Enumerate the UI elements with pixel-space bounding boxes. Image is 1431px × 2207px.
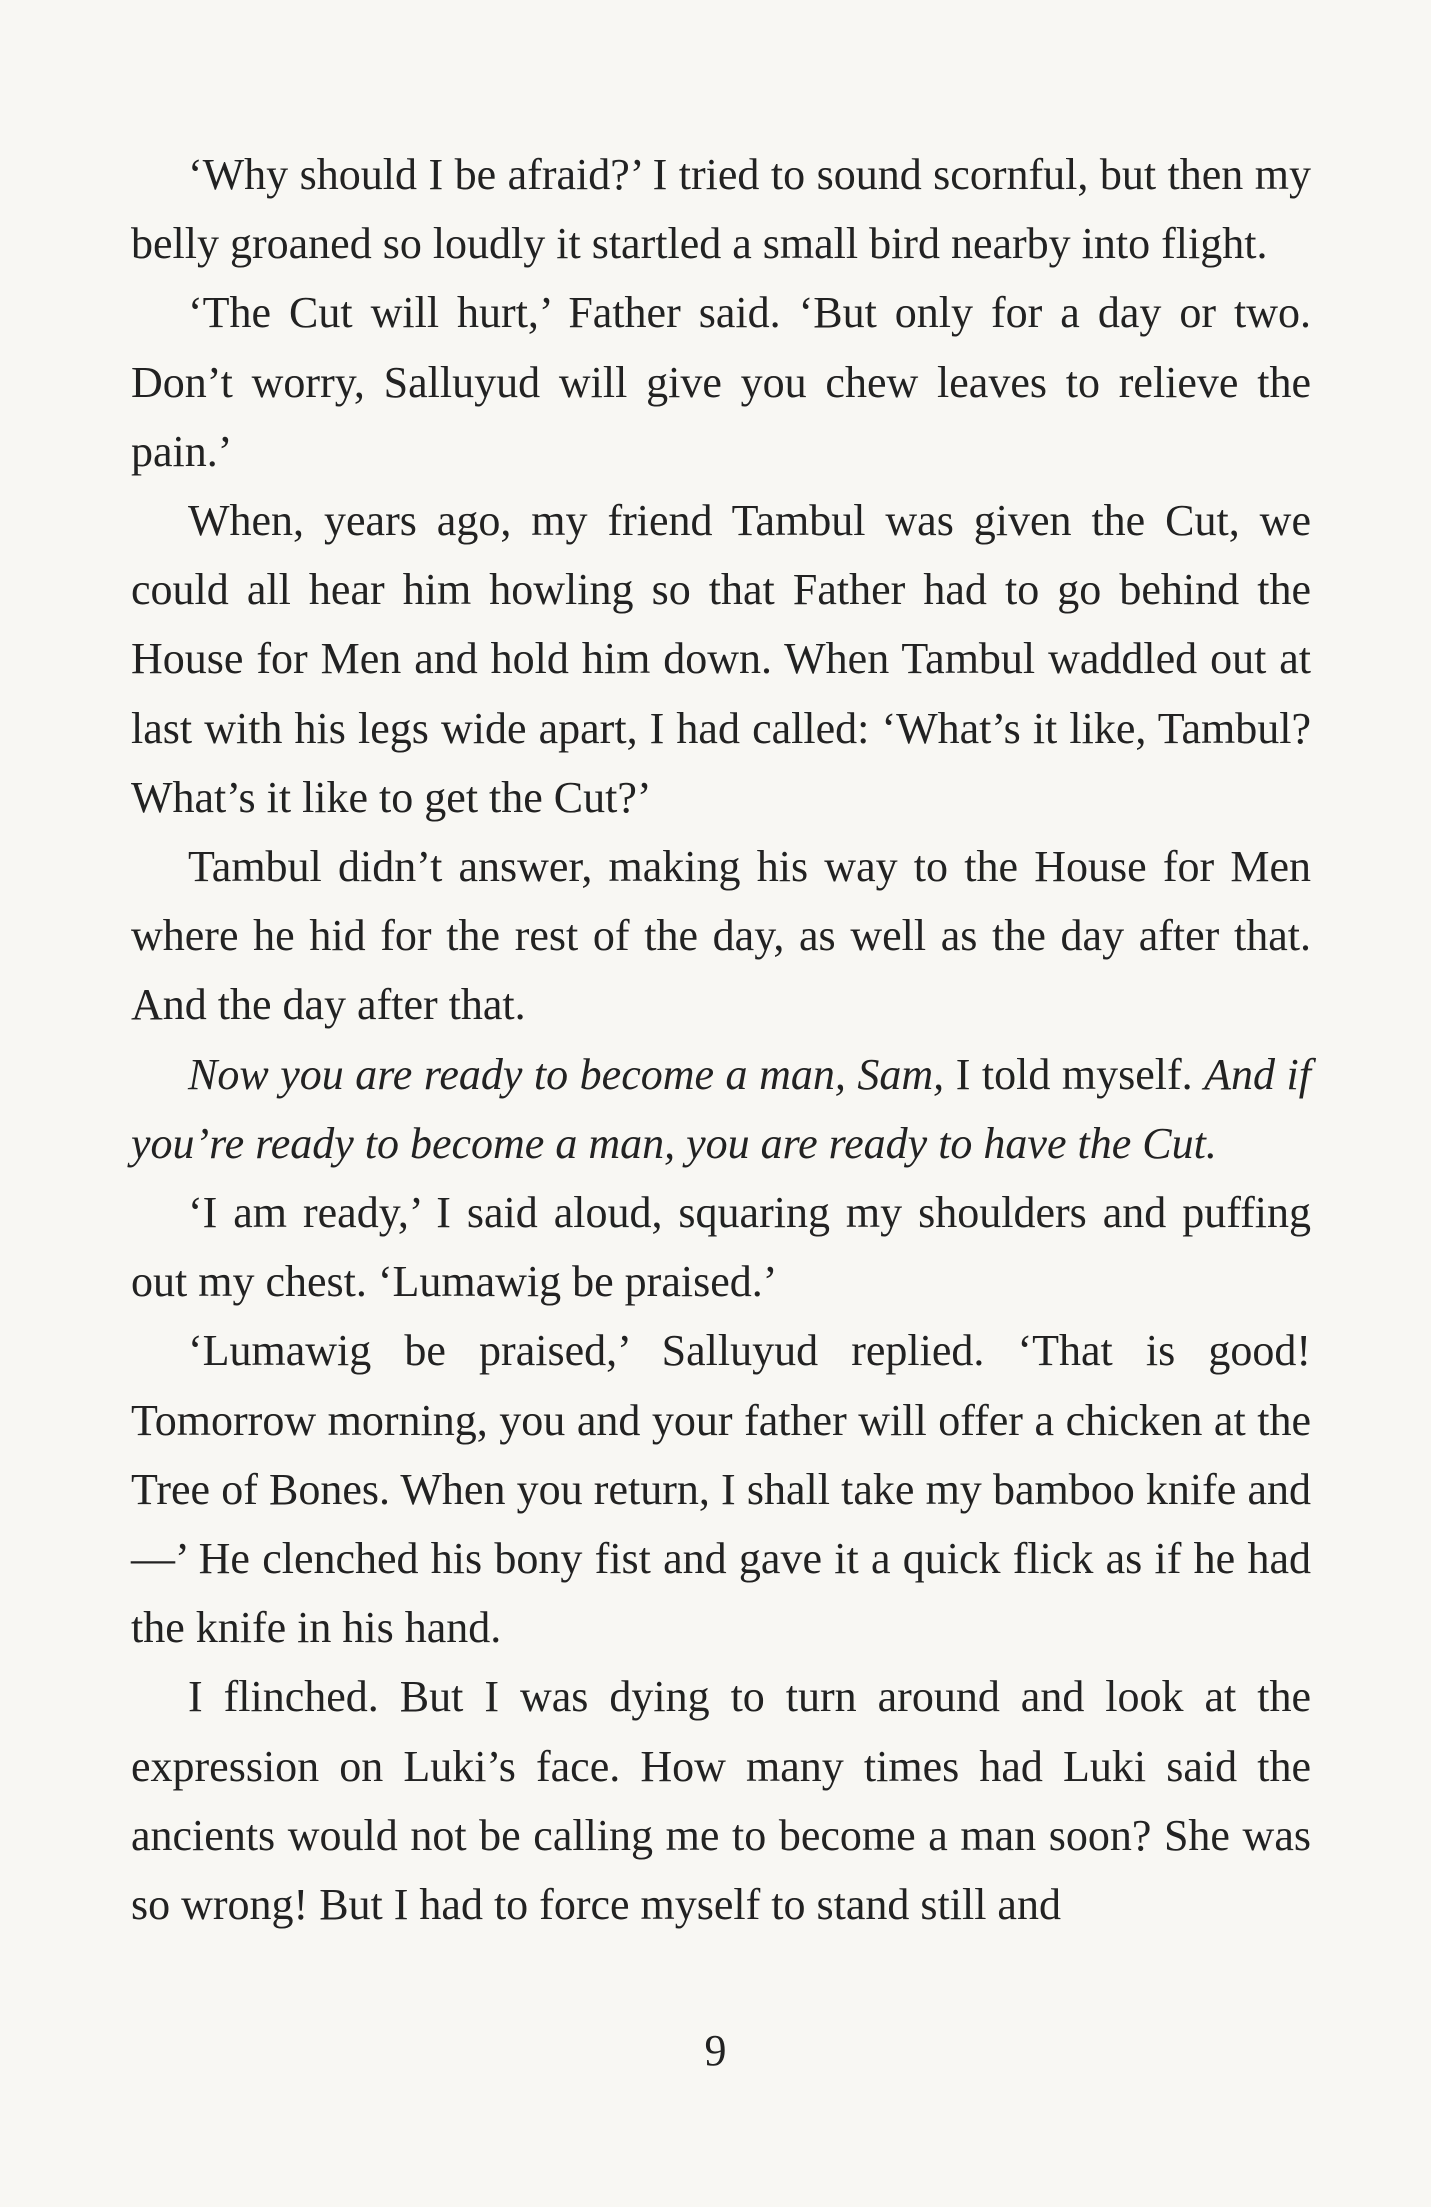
paragraph-7: ‘Lumawig be praised,’ Salluyud replied. ‘That is good! Tomorrow morning, you and your father will offer a chicken at the Tree of Bones. When you return, I shall take my bamboo knife and—’ He clenched his bony fist and gave it a quick flick as if he had the knife in his hand.	[131, 1326, 1311, 1653]
paragraph-4: Tambul didn’t answer, making his way to the House for Men where he hid for the rest of the day, as well as the day after that. And the day after that.	[131, 842, 1311, 1030]
paragraph-1: ‘Why should I be afraid?’ I tried to sound scornful, but then my belly groaned so loudly it startled a small bird nearby into flight.	[131, 150, 1311, 269]
narration-text: I told myself.	[944, 1049, 1205, 1099]
italic-thought-1: Now you are ready to become a man, Sam,	[188, 1049, 945, 1099]
paragraph-6: ‘I am ready,’ I said aloud, squaring my shoulders and puffing out my chest. ‘Lumawig be praised.’	[131, 1188, 1311, 1307]
italic-thought-2: And if you’re ready to become a man, you are ready to have the Cut.	[131, 1049, 1312, 1168]
paragraph-5	[131, 1040, 1311, 1178]
body-text	[131, 140, 1311, 1939]
paragraph-2: ‘The Cut will hurt,’ Father said. ‘But only for a day or two. Don’t worry, Salluyud will give you chew leaves to relieve the pain.’	[131, 288, 1311, 476]
paragraph-3: When, years ago, my friend Tambul was given the Cut, we could all hear him howling so that Father had to go behind the House for Men and hold him down. When Tambul waddled out at last with his legs wide apart, I had called: ‘What’s it like, Tambul? What’s it like to get the Cut?’	[131, 496, 1311, 822]
page-number: 9	[704, 2026, 727, 2075]
paragraph-8: I flinched. But I was dying to turn around and look at the expression on Luki’s face. How many times had Luki said the ancients would not be calling me to become a man soon? She was so wrong! But I had to force myself to stand still and	[131, 1672, 1311, 1930]
